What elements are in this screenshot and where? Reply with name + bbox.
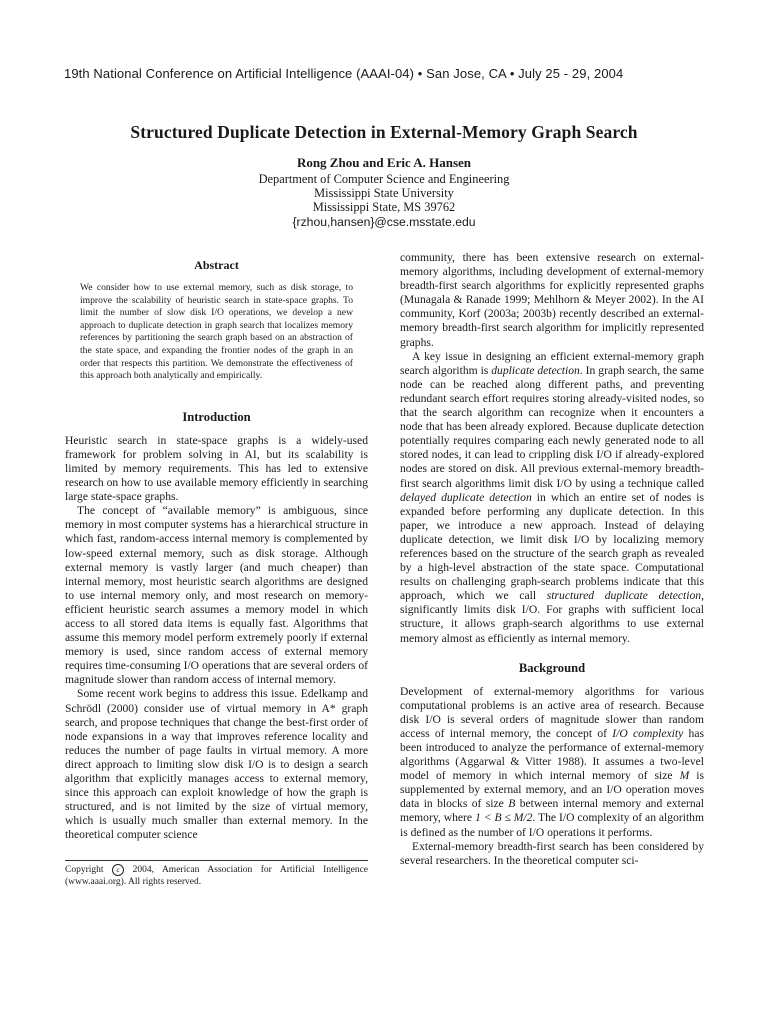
background-heading: Background — [518, 660, 586, 675]
author-email: {rzhou,hansen}@cse.msstate.edu — [292, 214, 476, 229]
intro-p5-part-d: , significantly limits disk I/O. For graphs with sufficient local structure, it allows graph-search algorithms to use external memory almost as efficiently as internal memory. — [400, 589, 704, 645]
copyright-footnote — [65, 860, 368, 888]
right-column — [400, 251, 704, 868]
term-structured-duplicate-detection: structured duplicate detection — [546, 589, 702, 603]
term-duplicate-detection: duplicate detection — [491, 363, 580, 377]
introduction-body — [65, 434, 368, 843]
affiliation-address: Mississippi State, MS 39762 — [312, 200, 456, 215]
variable-m: M — [679, 769, 690, 783]
intro-paragraph-3: Some recent work begins to address this issue. Edelkamp and Schrödl (2000) consider use of virtual memory in A* graph search, and propose techniques that change the best-first order of node expansions in a way that improves reference locality and reduces the number of page faults in virtual memory. A more direct approach to limiting slow disk I/O is to design a search algorithm that explicitly manages access to external memory, since this approach can exploit knowledge of how the graph is structured, and is not limited by the size of virtual memory, which is usually much smaller than external memory. In the theoretical computer science — [65, 687, 368, 842]
background-paragraph-2: External-memory breadth-first search has been considered by several researchers. In the theoretical computer sci- — [400, 839, 704, 867]
copyright-symbol: c — [112, 864, 124, 876]
bg-p1-part-d: between internal memory and external memory, where — [400, 797, 704, 825]
term-delayed-duplicate-detection: delayed duplicate detection — [400, 490, 532, 504]
intro-paragraph-2: The concept of “available memory” is ambiguous, since memory in most computer systems has a hierarchical structure in which fast, random-access internal memory is complemented by low-speed external memory, such as disk storage. Although external memory is vastly larger (and much cheaper) than internal memory, most heuristic search algorithms are designed to use internal memory only, and most research on memory-efficient heuristic search assumes a memory model in which access to all stored data items is equally fast. Algorithms that assume this memory model perform extremely poorly if external memory is used, since random access of external memory requires time-consuming I/O operations that are several orders of magnitude slower than random access of internal memory. — [65, 504, 368, 687]
intro-p5-part-c: in which an entire set of nodes is expanded before performing any duplicate detection. In this paper, we introduce a new approach. Instead of delaying duplicate detection, we limit disk I/O by localizing memory references based on the structure of the search graph as revealed by a high-level abstraction of the state space. Computational results on challenging graph-search problems indicate that this approach, which we call — [400, 490, 704, 603]
bg-p1-part-e: . The I/O complexity of an algorithm is defined as the number of I/O operations it performs. — [400, 811, 704, 839]
conference-header: 19th National Conference on Artificial Intelligence (AAAI-04) • San Jose, CA • July 25 - 29, 2004 — [64, 66, 624, 81]
intro-p5-part-b: . In graph search, the same node can be reached along different paths, and preventing redundant search effort requires storing already-visited nodes, so that the search algorithm can recognize when it encounters a node that has been already explored. Because duplicate detection potentially requires comparing each newly generated node to all stored nodes, it can lead to crippling disk I/O if already-explored nodes are stored on disk. All previous external-memory breadth-first search algorithms limit disk I/O by using a technique called — [400, 363, 704, 490]
abstract-text: We consider how to use external memory, such as disk storage, to improve the scalability of heuristic search in state-space graphs. To limit the number of slow disk I/O operations, we develop a new approach to duplicate detection in graph search that localizes memory references by partitioning the search graph based on an abstraction of the state space, and expanding the frontier nodes of the graph in an order that respects this partition. We demonstrate the effectiveness of this approach both analytically and empirically. — [80, 282, 353, 382]
intro-paragraph-1: Heuristic search in state-space graphs is a widely-used framework for problem solving in AI, but its scalability is limited by memory requirements. This has led to extensive research on how to use available memory efficiently in searching large state-space graphs. — [65, 433, 368, 504]
copyright-word: Copyright — [65, 865, 104, 875]
author-affiliation — [0, 172, 768, 229]
affiliation-department: Department of Computer Science and Engineering — [258, 172, 510, 186]
intro-paragraph-4: community, there has been extensive research on external-memory algorithms, including development of external-memory breadth-first search algorithms for explicitly represented graphs (Munagala & Ranade 1999; Mehlhorn & Meyer 2002). In the AI community, Korf (2003a; 2003b) recently described an external-memory breadth-first search algorithm for implicitly represented graphs. — [400, 251, 704, 349]
intro-p5-part-a: A key issue in designing an efficient external-memory graph search algorithm is — [400, 349, 704, 377]
copyright-text: 2004, American Association for Artificial Intelligence (www.aaai.org). All rights reserved. — [65, 865, 369, 887]
bg-p1-part-c: is supplemented by external memory, and an I/O operation moves data in blocks of size — [400, 769, 704, 811]
variable-b: B — [508, 797, 516, 811]
intro-paragraph-5 — [400, 350, 704, 646]
paper-authors: Rong Zhou and Eric A. Hansen — [296, 155, 472, 170]
inequality-expression: 1 < B ≤ M/2 — [474, 811, 533, 825]
term-io-complexity: I/O complexity — [612, 726, 684, 740]
left-column — [65, 255, 368, 842]
bg-p1-part-b: has been introduced to analyze the performance of external-memory algorithms (Aggarwal & Vitter 1988). It assumes a two-level model of memory in which internal memory of size — [400, 726, 704, 783]
abstract-heading: Abstract — [194, 258, 239, 272]
background-paragraph-1 — [400, 685, 704, 840]
paper-title: Structured Duplicate Detection in External-Memory Graph Search — [130, 122, 638, 142]
introduction-heading: Introduction — [182, 409, 251, 424]
affiliation-university: Mississippi State University — [314, 186, 454, 201]
bg-p1-part-a: Development of external-memory algorithms for various computational problems is an active area of research. Because disk I/O is several orders of magnitude slower than random access of internal memory, the concept of — [400, 684, 704, 740]
